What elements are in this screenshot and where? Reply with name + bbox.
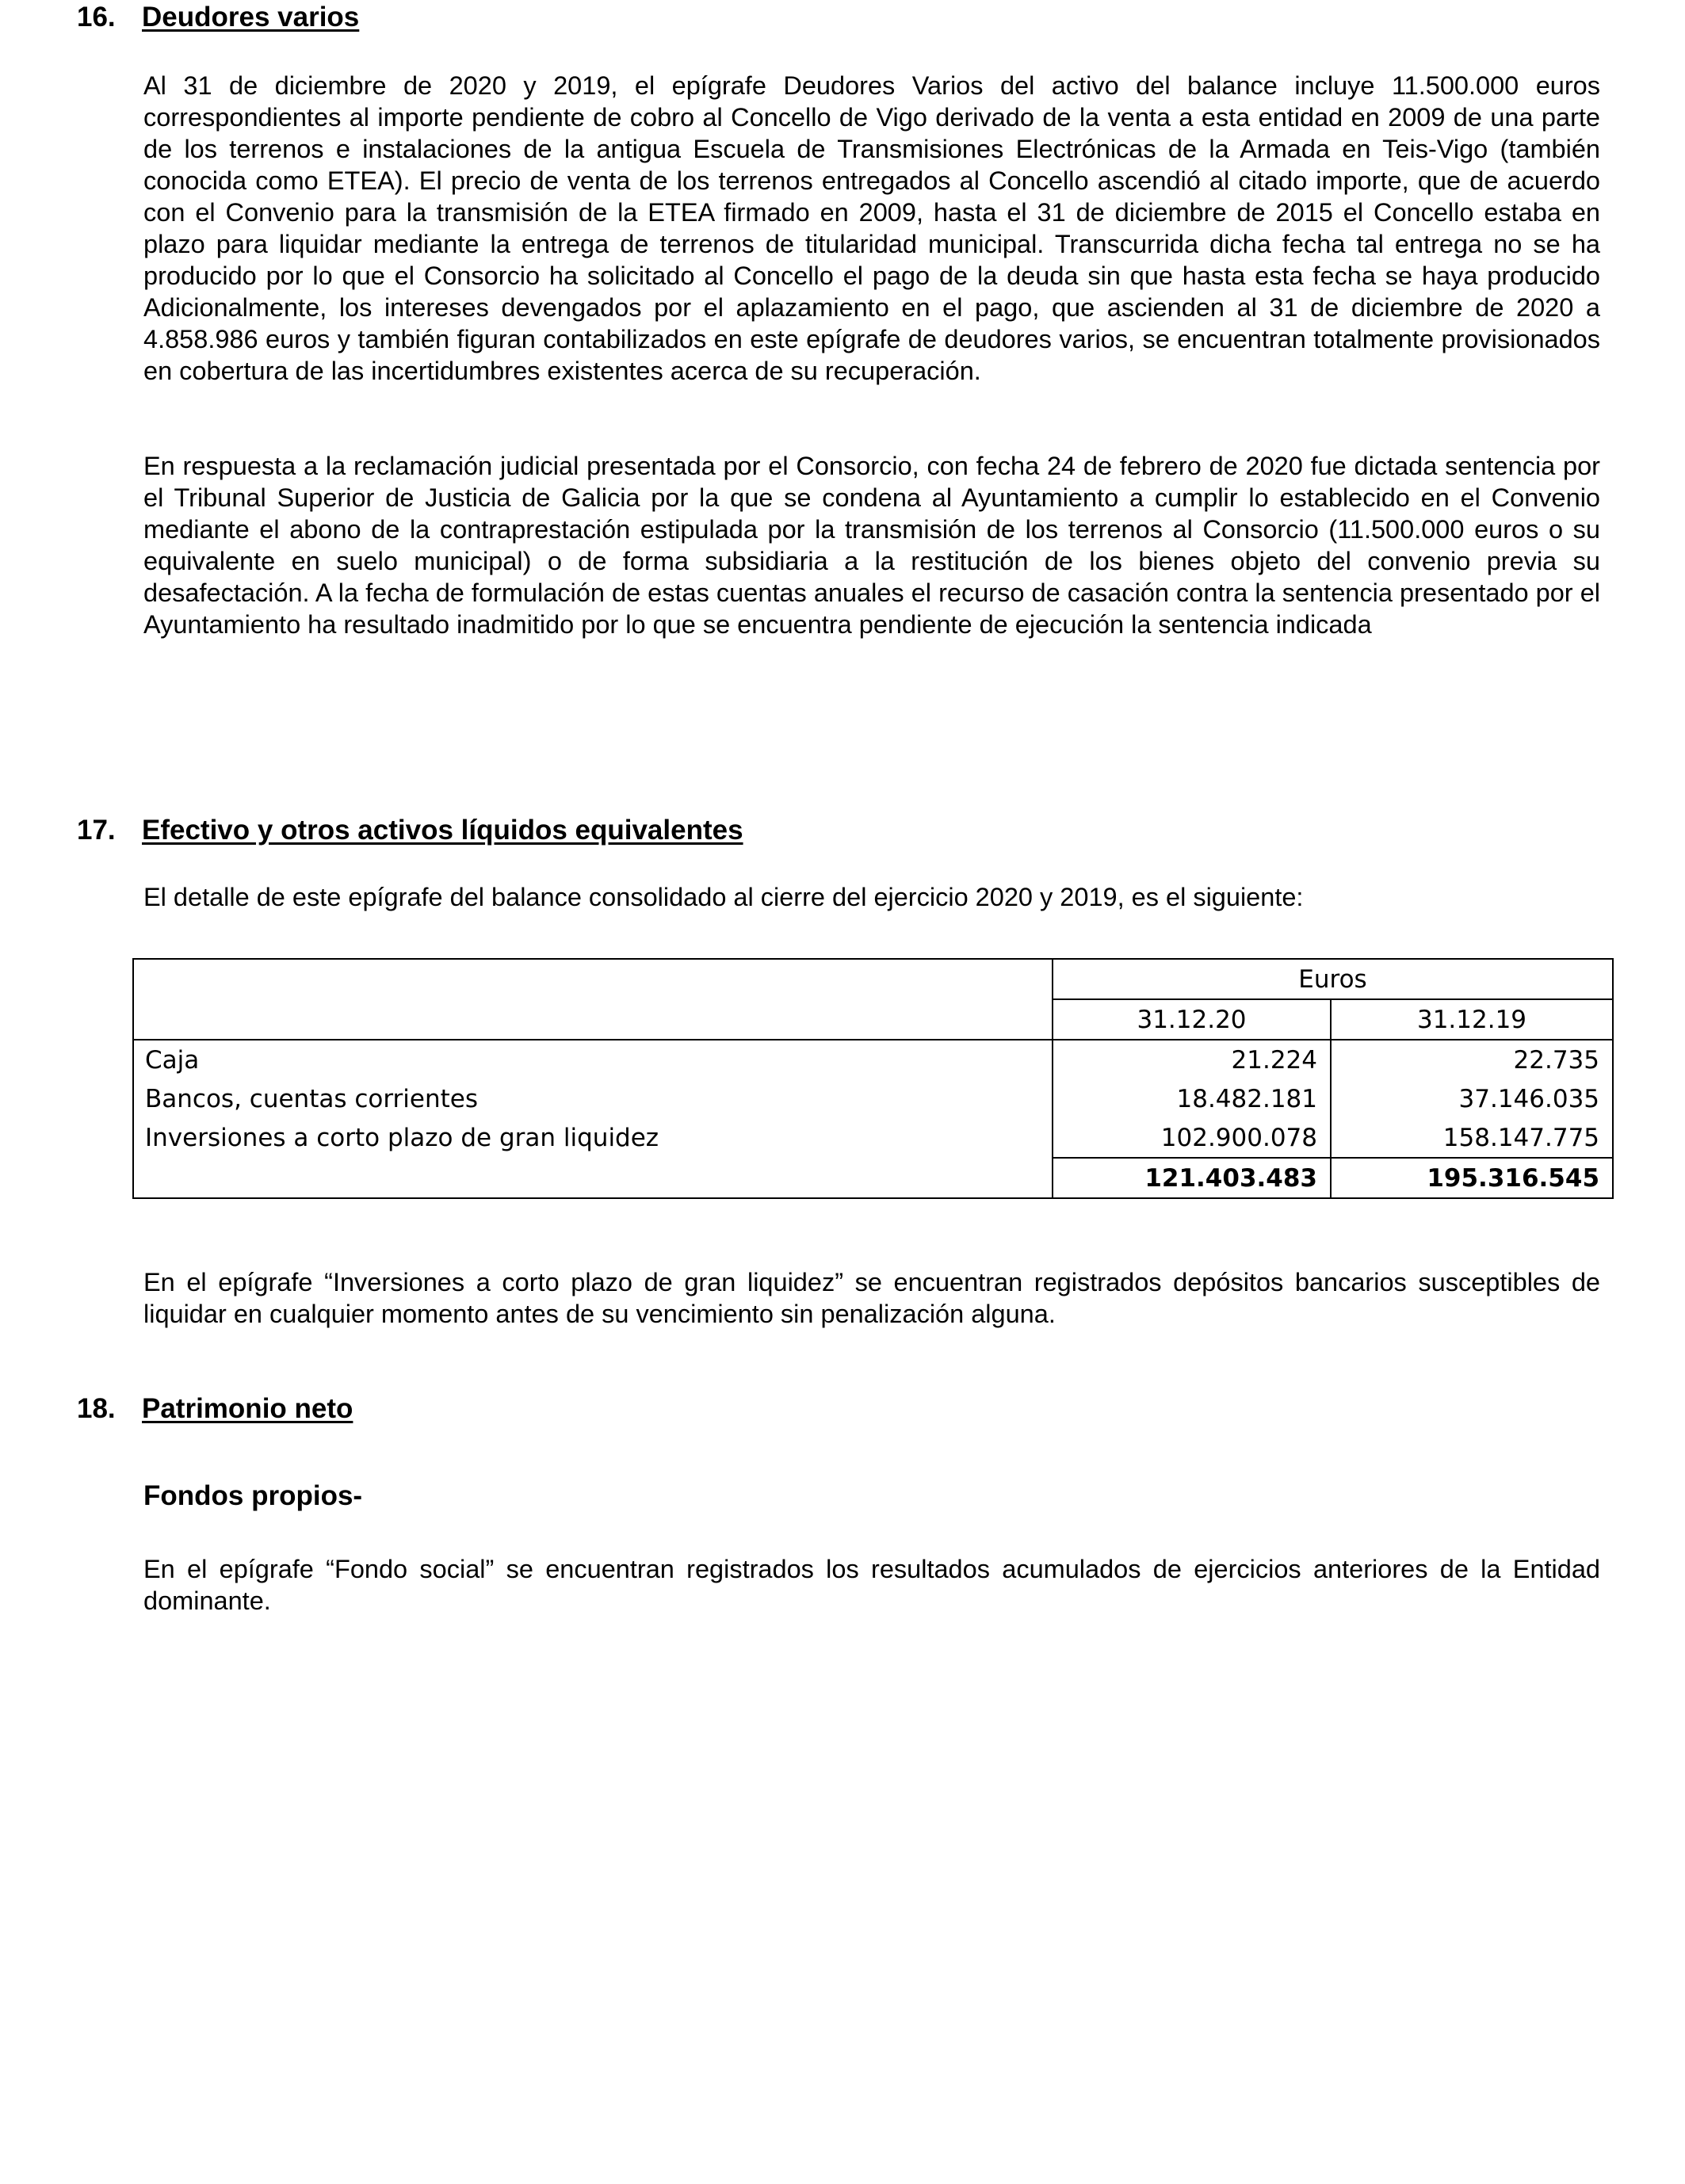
row-label-bancos: Bancos, cuentas corrientes [145,1084,479,1113]
section-17-title: Efectivo y otros activos líquidos equivalentes [142,815,743,846]
row-label-caja: Caja [133,1040,1053,1079]
section-18-number: 18. [77,1393,116,1424]
table-header-blank [133,959,1053,999]
section-16-title: Deudores varios [142,2,360,32]
table-header-row-dates [133,999,1613,1040]
section-16-paragraph-1: Al 31 de diciembre de 2020 y 2019, el epígrafe Deudores Varios del activo del balance incluye 11.500.000 euros correspondientes al importe pendiente de cobro al Concello de Vigo derivado de la venta a esta entidad en 2009 de una parte de los terrenos e instalaciones de la antigua Escuela de Transmisiones Electrónicas de la Armada en Teis-Vigo (también conocida como ETEA). El precio de venta de los terrenos entregados al Concello ascendió al citado importe, que de acuerdo con el Convenio para la transmisión de la ETEA firmado en 2009, hasta el 31 de diciembre de 2015 el Concello estaba en plazo para liquidar mediante la entrega de terrenos de titularidad municipal. Transcurrida dicha fecha tal entrega no se ha producido por lo que el Consorcio ha solicitado al Concello el pago de la deuda sin que hasta esta fecha se haya producido Adicionalmente, los intereses devengados por el aplazamiento en el pago, que ascienden al 31 de diciembre de 2020 a 4.858.986 euros y también figuran contabilizados en este epígrafe de deudores varios, se encuentran totalmente provisionados en cobertura de las incertidumbres existentes acerca de su recuperación. [143,71,1600,385]
table-header-blank-2 [133,999,1053,1040]
section-17-note: En el epígrafe “Inversiones a corto plazo de gran liquidez” se encuentran registrados depósitos bancarios susceptibles de liquidar en cualquier momento antes de su vencimiento sin penalización alguna. [143,1268,1600,1328]
table-row [133,1118,1613,1158]
row-caja-2019: 22.735 [1331,1040,1613,1079]
row-inversiones-2019: 158.147.775 [1442,1123,1600,1152]
table-row [133,1079,1613,1118]
section-17-intro: El detalle de este epígrafe del balance consolidado al cierre del ejercicio 2020 y 2019, es el siguiente: [143,883,1304,911]
table-total-row [133,1158,1613,1198]
table-row [133,1040,1613,1079]
cash-equivalents-table [132,958,1614,1199]
section-18-title: Patrimonio neto [142,1393,353,1424]
total-2020: 121.403.483 [1053,1158,1331,1198]
section-18-paragraph: En el epígrafe “Fondo social” se encuentran registrados los resultados acumulados de ejercicios anteriores de la Entidad dominante. [143,1555,1600,1615]
row-inversiones-2020: 102.900.078 [1053,1118,1331,1158]
table-header-2020: 31.12.20 [1053,999,1331,1040]
total-label-blank [133,1158,1053,1198]
section-16-heading [77,2,359,33]
section-18-heading [77,1393,353,1425]
section-17-heading [77,815,743,846]
table-header-2019: 31.12.19 [1416,1005,1527,1034]
section-16-paragraph-2: En respuesta a la reclamación judicial presentada por el Consorcio, con fecha 24 de febrero de 2020 fue dictada sentencia por el Tribunal Superior de Justicia de Galicia por la que se condena al Ayuntamiento a cumplir lo establecido en el Convenio mediante el abono de la contraprestación estipulada por la transmisión de los terrenos al Consorcio (11.500.000 euros o su equivalente en suelo municipal) o de forma subsidiaria a la restitución de los bienes objeto del convenio previa su desafectación. A la fecha de formulación de estas cuentas anuales el recurso de casación contra la sentencia presentado por el Ayuntamiento ha resultado inadmitido por lo que se encuentra pendiente de ejecución la sentencia indicada [143,452,1600,639]
row-label-inversiones: Inversiones a corto plazo de gran liquidez [145,1124,659,1152]
table-header-row-currency [133,959,1613,999]
row-caja-2020: 21.224 [1053,1040,1331,1079]
table-header-currency: Euros [1053,959,1613,999]
section-17-number: 17. [77,815,116,846]
total-2019: 195.316.545 [1331,1158,1613,1198]
section-16-number: 16. [77,2,116,32]
section-18-subtitle: Fondos propios- [143,1480,363,1511]
row-bancos-2019: 37.146.035 [1458,1084,1600,1113]
row-bancos-2020: 18.482.181 [1053,1079,1331,1118]
